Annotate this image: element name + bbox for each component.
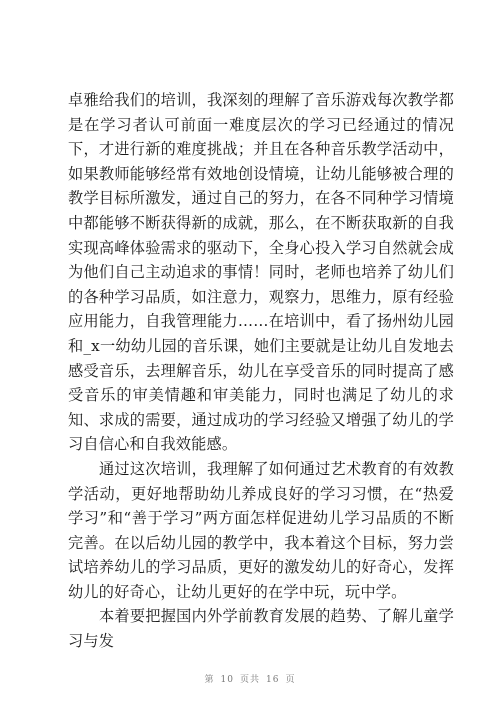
footer-total-pages: 16 [266,675,280,685]
footer-current-page: 10 [220,675,234,685]
paragraph-1: 卓雅给我们的培训，我深刻的理解了音乐游戏每次教学都是在学习者认可前面一难度层次的学习已经通过的情况下，才进行新的难度挑战；并且在各种音乐教学活动中，如果教师能够经常有效地创设情境，让幼儿能够被合理的教学目标所激发，通过自己的努力，在各不同种学习情境中都能够不断获得新的成就，那么，在不断获取新的自我实现高峰体验需求的驱动下，全身心投入学习自然就会成为他们自己主动追求的事情！同时，老师也培养了幼儿们的各种学习品质，如注意力，观察力，思维力，原有经验应用能力，自我管理能力……在培训中，看了扬州幼儿园和_x一幼幼儿园的音乐课，她们主要就是让幼儿自发地去感受音乐，去理解音乐，幼儿在享受音乐的同时提高了感受音乐的审美情趣和审美能力，同时也满足了幼儿的求知、求成的需要，通过成功的学习经验又增强了幼儿的学习自信心和自我效能感。 [68,91,454,454]
document-body [68,88,454,654]
paragraph-3: 本着要把握国内外学前教育发展的趋势、了解儿童学习与发 [68,607,454,651]
paragraph-2: 通过这次培训，我理解了如何通过艺术教育的有效教学活动，更好地帮助幼儿养成良好的学习习惯，在“热爱学习”和“善于学习”两方面怎样促进幼儿学习品质的不断完善。在以后幼儿园的教学中，我本着这个目标，努力尝试培养幼儿的学习品质，更好的激发幼儿的好奇心，发挥幼儿的好奇心，让幼儿更好的在学中玩，玩中学。 [68,459,454,601]
page-footer [0,672,500,685]
footer-suffix: 页 [285,675,296,685]
footer-middle: 页共 [239,675,260,685]
footer-prefix: 第 [204,675,215,685]
